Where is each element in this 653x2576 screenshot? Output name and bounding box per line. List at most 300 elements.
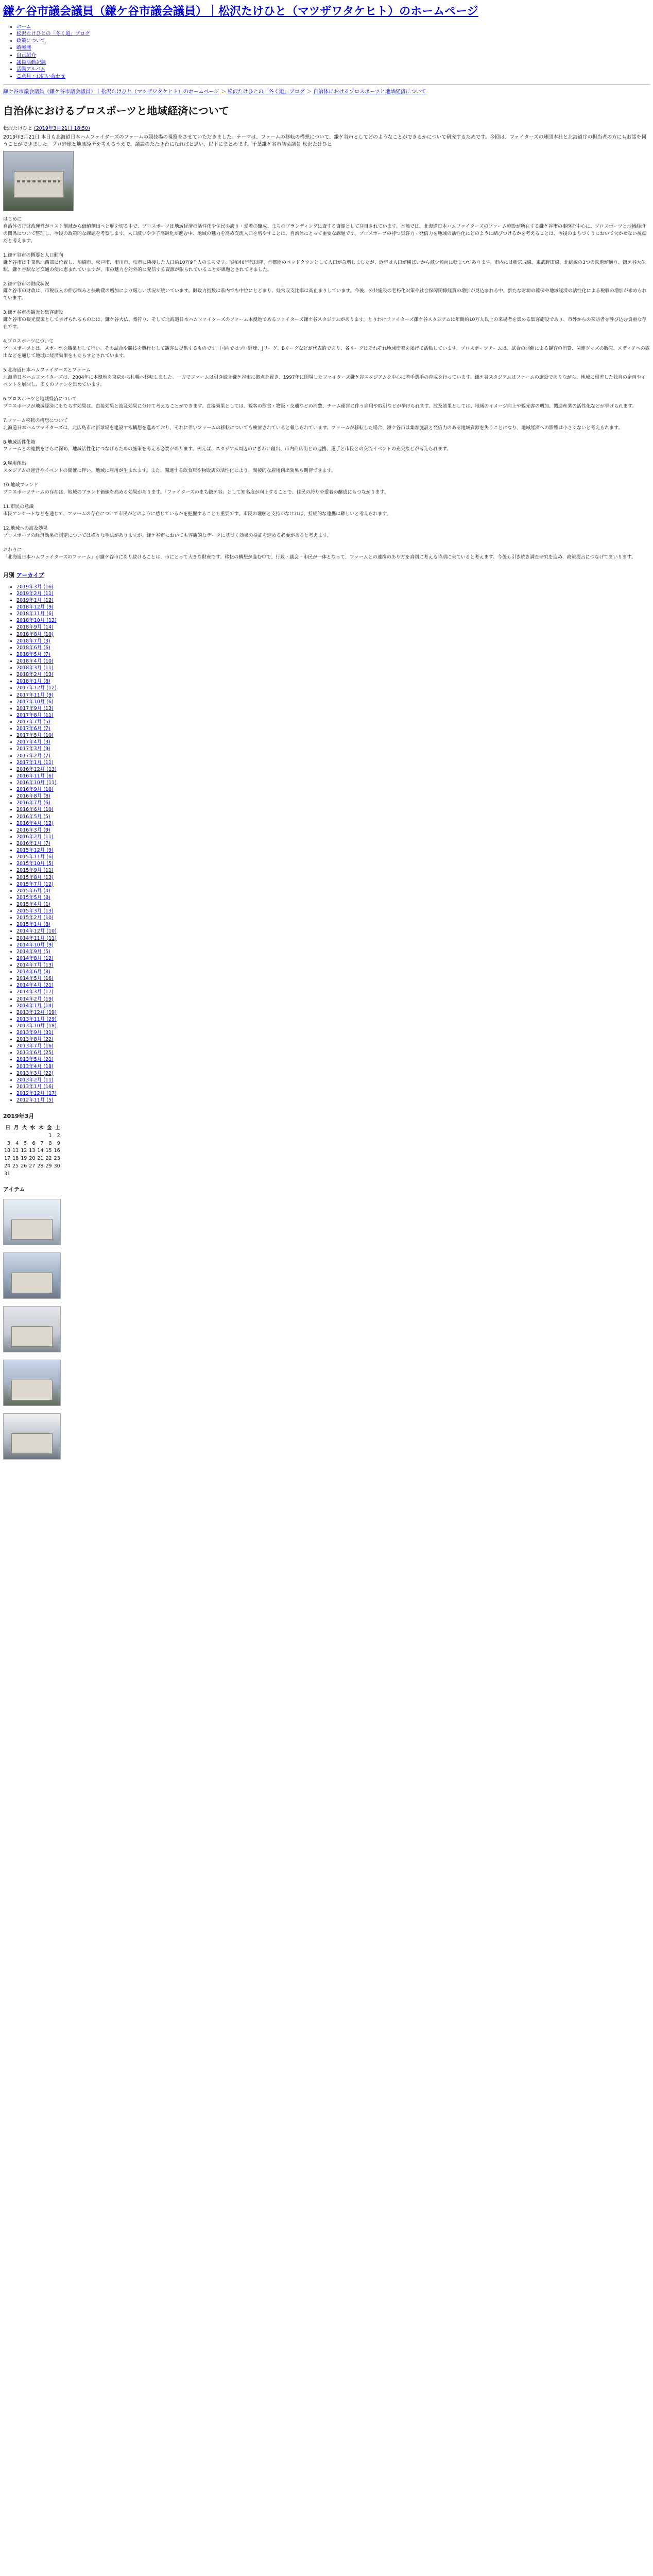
- archive-link[interactable]: 2018年9月 (14): [16, 624, 54, 631]
- nav-link[interactable]: ご意見・お問い合わせ: [16, 74, 66, 80]
- archive-link[interactable]: 2019年3月 (16): [16, 584, 54, 590]
- archive-link[interactable]: 2018年12月 (9): [16, 604, 54, 611]
- archive-link[interactable]: 2013年8月 (22): [16, 1037, 54, 1043]
- archive-item: [16, 1036, 650, 1043]
- archive-item: [16, 1090, 650, 1097]
- section-heading: おわりに: [3, 547, 22, 553]
- archive-item: [16, 793, 650, 800]
- calendar-day: 27: [29, 1163, 36, 1169]
- archive-item: [16, 651, 650, 658]
- calendar-day: 24: [4, 1163, 11, 1169]
- archive-link[interactable]: 2018年11月 (6): [16, 611, 54, 617]
- archive-link[interactable]: 2018年5月 (7): [16, 651, 50, 657]
- archive-item: [16, 1016, 650, 1023]
- breadcrumb-current[interactable]: 自治体におけるプロスポーツと地域経済について: [313, 89, 426, 95]
- calendar-day: [28, 1171, 36, 1178]
- calendar-day: 28: [37, 1163, 44, 1169]
- archive-link[interactable]: 2018年3月 (11): [16, 665, 54, 671]
- archive-link[interactable]: 2019年1月 (12): [16, 598, 54, 604]
- calendar-weekday: 土: [55, 1125, 60, 1131]
- post-section: [3, 252, 650, 274]
- calendar-day: 1: [48, 1133, 52, 1139]
- nav-item: [16, 30, 650, 38]
- breadcrumb-home[interactable]: 鎌ケ谷市議会議員（鎌ケ谷市議会議員）｜松沢たけひと（マツザワタケヒト）のホームページ: [3, 89, 219, 95]
- nav-link[interactable]: ホーム: [16, 24, 31, 30]
- photo-window-shape: [17, 180, 60, 182]
- archive-item: [16, 692, 650, 699]
- archive-item: [16, 678, 650, 685]
- archive-link[interactable]: 2016年12月 (13): [16, 766, 57, 772]
- calendar-day: 29: [45, 1163, 52, 1169]
- breadcrumb: [3, 88, 650, 96]
- post-section: [3, 526, 650, 540]
- archive-link[interactable]: 2012年11月 (5): [16, 1097, 54, 1104]
- post-section: [3, 396, 650, 411]
- archive-item: [16, 814, 650, 820]
- archive-link[interactable]: 2015年7月 (12): [16, 881, 54, 887]
- archive-item: [16, 1097, 650, 1104]
- calendar-day: 7: [40, 1140, 44, 1146]
- archive-link[interactable]: 2014年11月 (11): [16, 935, 57, 941]
- archive-item: [16, 914, 650, 921]
- nav-item: [16, 52, 650, 59]
- calendar-title: 2019年3月: [3, 1113, 35, 1120]
- calendar-day: [53, 1171, 61, 1178]
- calendar-day: [44, 1171, 53, 1178]
- archive-item: [16, 1003, 650, 1009]
- archive-link[interactable]: 2015年4月 (1): [16, 901, 50, 907]
- archive-item: [16, 725, 650, 732]
- section-body: 鎌ケ谷市の財政は、市税収入の伸び悩みと扶助費の増加により厳しい状況が続いています。財政力指数は県内でも中位にとどまり、経常収支比率は高止まりしています。今後、公共施設の老朽化対策や社会保障関係経費の増加が見込まれる中、新たな財源の確保や地域経済の活性化による税収の増加が求められています。: [3, 289, 647, 301]
- section-heading: 4.プロスポーツについて: [3, 339, 54, 345]
- archive-item: [16, 779, 650, 786]
- archive-link[interactable]: 2018年2月 (13): [16, 672, 54, 678]
- archive-item: [16, 989, 650, 995]
- calendar-day: 4: [15, 1140, 19, 1146]
- archive-item: [16, 739, 650, 745]
- archive-link[interactable]: 2018年4月 (10): [16, 658, 54, 665]
- archive-item: [16, 1077, 650, 1083]
- site-title: [3, 4, 650, 20]
- archive-item: [16, 1049, 650, 1056]
- calendar-day: 14: [37, 1148, 44, 1154]
- calendar-day: 18: [12, 1156, 19, 1162]
- calendar-day: 23: [54, 1156, 60, 1162]
- archive-item: [16, 624, 650, 631]
- archive-item: [16, 732, 650, 739]
- archive-item: [16, 982, 650, 989]
- section-body: 市民アンケートなどを通じて、ファームの存在について市民がどのように感じているかを把握することも重要です。市民の理解と支持がなければ、持続的な連携は難しいと考えられます。: [3, 512, 391, 517]
- post-date-link[interactable]: (2019年3月21日 18:50): [34, 125, 90, 131]
- archive-link[interactable]: 2012年12月 (17): [16, 1091, 57, 1097]
- item-thumbnail[interactable]: [3, 1306, 61, 1352]
- archive-link[interactable]: 2013年11月 (29): [16, 1016, 57, 1022]
- archive-link[interactable]: 2016年3月 (9): [16, 827, 50, 833]
- archive-link[interactable]: 2014年2月 (19): [16, 996, 54, 1002]
- calendar-week: [3, 1163, 61, 1171]
- section-body: 鎌ケ谷市の観光資源として挙げられるものには、鎌ケ谷大仏、梨狩り、そして北海道日本ハムファイターズのファーム本拠地であるファイターズ鎌ケ谷スタジアムがあります。とりわけファイターズ鎌ケ谷スタジアムは年間約10万人以上の来場者を集める集客施設であり、市外からの来訪者を呼び込む貴重な存在です。: [3, 317, 647, 330]
- section-body: ファームとの連携をさらに深め、地域活性化につなげるための施策を考える必要があります。例えば、スタジアム周辺のにぎわい創出、市内商店街との連携、選手と市民との交流イベントの充実などが考えられます。: [3, 447, 452, 452]
- calendar-day: [20, 1171, 28, 1178]
- calendar-day: 15: [45, 1148, 52, 1154]
- archive-item: [16, 699, 650, 705]
- archive-link[interactable]: 2017年5月 (10): [16, 733, 54, 739]
- item-thumbnail[interactable]: [3, 1199, 61, 1245]
- calendar-weekday: 日: [5, 1125, 11, 1131]
- archive-item: [16, 1029, 650, 1036]
- calendar-day: 26: [21, 1163, 27, 1169]
- section-body: 「北海道日本ハムファイターズのファーム」が鎌ケ谷市にあり続けることは、市にとって大きな財産です。移転の構想が進む中で、行政・議会・市民が一体となって、ファームとの連携のあり方を真剣に考える時期に来ていると考えます。今後も引き続き調査研究を進め、政策提言につなげてまいります。: [3, 554, 636, 560]
- archive-item: [16, 766, 650, 773]
- post-section: [3, 461, 650, 475]
- archive-item: [16, 854, 650, 860]
- archive-item: [16, 874, 650, 881]
- calendar-day: [3, 1132, 11, 1140]
- archive-item: [16, 948, 650, 955]
- archive-item: [16, 881, 650, 888]
- section-heading: 12.地域への波及効果: [3, 526, 48, 532]
- item-building-shape: [11, 1273, 53, 1293]
- section-body: プロスポーツの経済効果の測定については様々な手法がありますが、鎌ケ谷市においても客観的なデータに基づく効果の検証を進める必要があると考えます。: [3, 533, 332, 538]
- archive-link[interactable]: 2016年7月 (6): [16, 800, 50, 806]
- archive-link[interactable]: 2013年2月 (11): [16, 1077, 54, 1083]
- archive-item: [16, 645, 650, 651]
- nav-link[interactable]: 政策について: [16, 38, 46, 44]
- calendar-day: [36, 1132, 44, 1140]
- archive-link[interactable]: 2015年11月 (6): [16, 854, 54, 860]
- archive-link[interactable]: 2017年2月 (7): [16, 753, 50, 759]
- archive-item: [16, 604, 650, 611]
- nav-link[interactable]: 松沢たけひとの「冬く道」ブログ: [16, 31, 90, 37]
- archive-link[interactable]: 2013年3月 (22): [16, 1070, 54, 1076]
- site-title-link[interactable]: 鎌ケ谷市議会議員（鎌ケ谷市議会議員）｜松沢たけひと（マツザワタケヒト）のホームページ: [3, 5, 478, 18]
- calendar-day: [36, 1171, 44, 1178]
- archive-item: [16, 786, 650, 793]
- archive-link[interactable]: 2018年10月 (12): [16, 618, 57, 624]
- archive-heading: [3, 571, 650, 580]
- items-heading: アイテム: [3, 1186, 25, 1193]
- calendar-day: 8: [48, 1140, 52, 1146]
- archive-item: [16, 719, 650, 725]
- archive-item: [16, 860, 650, 867]
- calendar-day: [20, 1132, 28, 1140]
- section-heading: 9.雇用創出: [3, 461, 26, 467]
- post-section: [3, 504, 650, 518]
- calendar-week: [3, 1155, 61, 1163]
- section-heading: 7.ファーム移転の構想について: [3, 418, 68, 423]
- archive-item: [16, 1043, 650, 1049]
- archive-item: [16, 847, 650, 854]
- calendar-day: 17: [4, 1156, 11, 1162]
- post-section: [3, 281, 650, 303]
- post-section: [3, 338, 650, 360]
- archive-item: [16, 658, 650, 665]
- archive-item: [16, 996, 650, 1003]
- archive-item: [16, 671, 650, 678]
- calendar-day: 11: [12, 1148, 19, 1154]
- nav-link[interactable]: 活動アルバム: [16, 66, 45, 73]
- breadcrumb-separator: ＞: [306, 89, 312, 95]
- section-body: 北海道日本ハムファイターズは、北広島市に新球場を建設する構想を進めており、それに伴いファームの移転についても検討されていると報じられています。ファームが移転した場合、鎌ケ谷市は集客施設と発信力のある地域資源を失うことになり、地域経済への影響は小さくないと考えられます。: [3, 425, 623, 431]
- calendar-day: 5: [24, 1140, 27, 1146]
- calendar-weekday: 月: [13, 1125, 19, 1131]
- nav-link[interactable]: 自己紹介: [16, 52, 37, 58]
- archive-item: [16, 685, 650, 691]
- main-nav: [16, 24, 650, 80]
- archive-item: [16, 611, 650, 617]
- archive-link[interactable]: 2014年7月 (13): [16, 962, 54, 968]
- archive-link[interactable]: 2013年5月 (21): [16, 1057, 54, 1063]
- archive-link[interactable]: 2015年9月 (11): [16, 868, 54, 874]
- item-thumbnail[interactable]: [3, 1413, 61, 1460]
- archive-item: [16, 759, 650, 766]
- archive-link[interactable]: 2018年8月 (10): [16, 631, 54, 637]
- calendar-header-row: [3, 1125, 61, 1132]
- calendar-day: 3: [7, 1140, 11, 1146]
- post-section: [3, 310, 650, 331]
- archive-link[interactable]: 2015年8月 (13): [16, 874, 54, 880]
- archive-link[interactable]: 2017年3月 (9): [16, 746, 50, 752]
- archive-item: [16, 969, 650, 975]
- archive-item: [16, 1070, 650, 1077]
- archive-item: [16, 617, 650, 624]
- archive-link[interactable]: 2013年10月 (18): [16, 1023, 57, 1029]
- archive-link[interactable]: 2013年6月 (25): [16, 1050, 54, 1056]
- archive-link[interactable]: 2017年6月 (7): [16, 726, 50, 732]
- archive-link[interactable]: 2016年6月 (10): [16, 807, 54, 813]
- post-photo: [3, 151, 74, 211]
- archive-link[interactable]: 2015年2月 (10): [16, 915, 54, 921]
- archive-link[interactable]: 2016年2月 (11): [16, 834, 54, 840]
- archive-item: [16, 1063, 650, 1070]
- post-title: 自治体におけるプロスポーツと地域経済について: [3, 104, 229, 117]
- section-body: プロスポーツチームの存在は、地域のブランド価値を高める効果があります。「ファイターズのまち鎌ケ谷」として知名度が向上することで、住民の誇りや愛着の醸成にもつながります。: [3, 490, 389, 496]
- nav-item: [16, 66, 650, 73]
- section-heading: 8.地域活性化策: [3, 439, 36, 445]
- section-heading: 6.プロスポーツと地域経済について: [3, 396, 77, 402]
- section-body: 鎌ケ谷市は千葉県北西部に位置し、船橋市、松戸市、市川市、柏市に隣接した人口約10万9千人のまちです。昭和40年代以降、首都圏のベッドタウンとして人口が急増しましたが、近年は人口が横ばいから減少傾向に転じつつあります。市内には新京成線、東武野田線、北総線の3つの鉄道が通り、鎌ケ谷大仏駅、鎌ケ谷駅など交通の便に恵まれていますが、市の魅力を対外的に発信する資源が限られていることが課題とされてきました。: [3, 260, 646, 273]
- calendar-day: 2: [57, 1133, 60, 1139]
- archive-item: [16, 705, 650, 712]
- archive-link[interactable]: 2016年5月 (5): [16, 814, 50, 820]
- archive-link[interactable]: 2013年7月 (16): [16, 1043, 54, 1049]
- item-building-shape: [11, 1433, 53, 1454]
- archive-item: [16, 955, 650, 962]
- archive-item: [16, 773, 650, 779]
- archive-link[interactable]: 2015年5月 (8): [16, 894, 50, 901]
- archive-link[interactable]: 2017年11月 (9): [16, 692, 54, 698]
- post-section: [3, 547, 650, 562]
- calendar-weekday: 木: [38, 1125, 44, 1131]
- archive-link[interactable]: 2014年6月 (8): [16, 969, 50, 975]
- archive-link[interactable]: 2017年7月 (5): [16, 719, 50, 725]
- archive-link[interactable]: 2016年9月 (10): [16, 787, 54, 793]
- calendar-day: 10: [4, 1148, 11, 1154]
- calendar-day: 16: [54, 1148, 60, 1154]
- archive-link[interactable]: 2018年1月 (8): [16, 679, 50, 685]
- calendar-week: [3, 1140, 61, 1148]
- calendar-day: 9: [57, 1140, 60, 1146]
- calendar-day: 19: [21, 1156, 27, 1162]
- archive-link[interactable]: 2018年6月 (6): [16, 645, 50, 651]
- archive-link[interactable]: 2014年1月 (14): [16, 1003, 54, 1009]
- archive-link[interactable]: 2013年1月 (16): [16, 1083, 54, 1090]
- nav-item: [16, 45, 650, 52]
- archive-item: [16, 820, 650, 827]
- archive-link[interactable]: 2013年4月 (18): [16, 1063, 54, 1070]
- section-heading: 5.北海道日本ハムファイターズとファーム: [3, 367, 91, 373]
- archive-heading-link[interactable]: アーカイブ: [16, 571, 44, 579]
- archive-link[interactable]: 2017年10月 (6): [16, 699, 54, 705]
- calendar-day: 21: [37, 1156, 44, 1162]
- archive-link[interactable]: 2014年8月 (12): [16, 955, 54, 961]
- section-body: プロスポーツとは、スポーツを職業として行い、その試合や競技を興行として観客に提供するものです。国内ではプロ野球、Jリーグ、Bリーグなどが代表的であり、各リーグはそれぞれ地域密着を掲げて活動しています。プロスポーツチームは、試合の開催による観客の消費、関連グッズの販売、メディアへの露出などを通じて地域に経済効果をもたらすとされています。: [3, 346, 650, 359]
- item-building-shape: [11, 1219, 53, 1240]
- archive-link[interactable]: 2014年9月 (5): [16, 948, 50, 955]
- calendar-day: [28, 1132, 36, 1140]
- archive-item: [16, 1056, 650, 1063]
- nav-link[interactable]: 議員活動記録: [16, 59, 46, 65]
- archive-link[interactable]: 2014年10月 (9): [16, 942, 54, 948]
- post-section: [3, 418, 650, 432]
- nav-item: [16, 24, 650, 31]
- calendar-week: [3, 1132, 61, 1140]
- archive-link[interactable]: 2015年1月 (8): [16, 922, 50, 928]
- calendar-day: 22: [45, 1156, 52, 1162]
- archive-link[interactable]: 2016年1月 (7): [16, 840, 50, 846]
- archive-link[interactable]: 2014年12月 (10): [16, 928, 57, 935]
- archive-item: [16, 1083, 650, 1090]
- item-building-shape: [11, 1326, 53, 1347]
- divider: [3, 84, 650, 85]
- post-section: [3, 367, 650, 389]
- archive-item: [16, 800, 650, 806]
- nav-item: [16, 38, 650, 45]
- section-heading: 3.鎌ケ谷市の観光と集客施設: [3, 310, 63, 316]
- archive-link[interactable]: 2016年4月 (12): [16, 820, 54, 826]
- calendar: [3, 1125, 61, 1178]
- archive-link[interactable]: 2017年8月 (11): [16, 712, 54, 718]
- archive-item: [16, 908, 650, 914]
- calendar-day: [11, 1171, 20, 1178]
- archive-item: [16, 584, 650, 590]
- archive-link[interactable]: 2015年12月 (9): [16, 848, 54, 854]
- section-heading: 2.鎌ケ谷市の財政状況: [3, 281, 49, 287]
- archive-link[interactable]: 2018年7月 (3): [16, 638, 50, 644]
- calendar-day: 30: [54, 1163, 60, 1169]
- archive-item: [16, 935, 650, 942]
- archive-link[interactable]: 2017年1月 (11): [16, 759, 54, 766]
- item-thumbnail[interactable]: [3, 1252, 61, 1299]
- section-heading: 10.地域ブランド: [3, 483, 39, 488]
- archive-item: [16, 867, 650, 874]
- archive-item: [16, 712, 650, 719]
- section-heading: はじめに: [3, 216, 22, 222]
- calendar-weekday: 水: [30, 1125, 36, 1131]
- archive-link[interactable]: 2016年8月 (8): [16, 793, 50, 800]
- archive-link[interactable]: 2017年9月 (13): [16, 705, 54, 711]
- archive-item: [16, 921, 650, 928]
- section-body: 北海道日本ハムファイターズは、2004年に本拠地を東京から札幌へ移転しました。一方でファームは引き続き鎌ケ谷市に拠点を置き、1997年に開場したファイターズ鎌ケ谷スタジアムを中心に若手選手の育成を行っています。鎌ケ谷スタジアムはファームの施設でありながら、地域に根差した独自の企画やイベントを展開し、多くのファンを集めています。: [3, 375, 646, 387]
- archive-item: [16, 590, 650, 597]
- archive-link[interactable]: 2016年11月 (6): [16, 773, 54, 779]
- post-section: [3, 216, 650, 245]
- archive-link[interactable]: 2015年6月 (4): [16, 888, 50, 894]
- archive-heading-prefix: 月別: [3, 571, 16, 579]
- archive-list: [16, 584, 650, 1104]
- archive-link[interactable]: 2014年5月 (16): [16, 976, 54, 982]
- archive-item: [16, 840, 650, 847]
- archive-item: [16, 901, 650, 908]
- archive-link[interactable]: 2013年12月 (19): [16, 1009, 57, 1015]
- calendar-day: 25: [12, 1163, 19, 1169]
- archive-item: [16, 806, 650, 813]
- breadcrumb-separator: ＞: [220, 89, 226, 95]
- nav-link[interactable]: 略歴歴: [16, 45, 31, 51]
- archive-item: [16, 753, 650, 759]
- archive-item: [16, 638, 650, 645]
- archive-item: [16, 827, 650, 834]
- calendar-week: [3, 1147, 61, 1155]
- post-section: [3, 482, 650, 497]
- calendar-day: 12: [21, 1148, 27, 1154]
- photo-building-shape: [14, 171, 64, 198]
- items-list: [3, 1199, 650, 1460]
- archive-link[interactable]: 2013年9月 (31): [16, 1030, 54, 1036]
- calendar-day: 31: [4, 1171, 11, 1177]
- archive-item: [16, 888, 650, 894]
- nav-item: [16, 59, 650, 66]
- archive-item: [16, 975, 650, 982]
- breadcrumb-blog[interactable]: 松沢たけひとの「冬く道」ブログ: [227, 89, 305, 95]
- post-section: [3, 439, 650, 454]
- archive-item: [16, 1023, 650, 1029]
- item-thumbnail[interactable]: [3, 1360, 61, 1406]
- post-author: 松沢たけひと: [3, 125, 33, 131]
- section-body: プロスポーツが地域経済にもたらす効果は、直接効果と波及効果に分けて考えることができます。直接効果としては、観客の飲食・物販・交通などの消費、チーム運営に伴う雇用や取引などが挙げられます。波及効果としては、地域のイメージ向上や観光客の増加、関連産業の活性化などが挙げられます。: [3, 403, 637, 409]
- calendar-week: [3, 1171, 61, 1178]
- calendar-day: 13: [29, 1148, 36, 1154]
- archive-item: [16, 665, 650, 671]
- archive-item: [16, 834, 650, 840]
- calendar-weekday: 火: [22, 1125, 27, 1131]
- archive-link[interactable]: 2019年2月 (11): [16, 590, 54, 597]
- archive-link[interactable]: 2014年4月 (21): [16, 982, 54, 989]
- archive-item: [16, 962, 650, 969]
- archive-item: [16, 928, 650, 935]
- archive-link[interactable]: 2017年12月 (12): [16, 685, 57, 691]
- section-heading: 1.鎌ケ谷市の概要と人口動向: [3, 252, 63, 258]
- archive-link[interactable]: 2015年3月 (13): [16, 908, 54, 914]
- archive-link[interactable]: 2015年10月 (5): [16, 861, 54, 867]
- calendar-day: [11, 1132, 20, 1140]
- archive-link[interactable]: 2017年4月 (3): [16, 739, 50, 745]
- archive-item: [16, 1009, 650, 1016]
- calendar-weekday: 金: [47, 1125, 52, 1131]
- calendar-day: 6: [32, 1140, 36, 1146]
- post-meta: [3, 125, 650, 133]
- post-body: [3, 216, 650, 562]
- calendar-day: 20: [29, 1156, 36, 1162]
- archive-item: [16, 894, 650, 901]
- post-intro: 2019年3月21日 本日も北海道日本ハムファイターズのファームの競技場の視察をさせていただきました。テーマは、ファームの移転の構想について、鎌ケ谷市としてどのようなことができるかについて研究するためです。今回は、ファイターズの球団本社と北海道庁の担当者の方にもお話を伺うことができました。プロ野球と地域経済を考えるうえで、議論のたたき台になればと思い、以下にまとめます。千葉鎌ケ谷市議会議員 松沢たけひと: [3, 134, 646, 148]
- archive-link[interactable]: 2016年10月 (11): [16, 780, 57, 786]
- section-heading: 11.市民の意識: [3, 504, 34, 510]
- archive-link[interactable]: 2014年3月 (17): [16, 989, 54, 995]
- section-body: スタジアムの運営やイベントの開催に伴い、地域に雇用が生まれます。また、関連する飲食店や物販店の活性化により、間接的な雇用創出効果も期待できます。: [3, 468, 336, 474]
- nav-item: [16, 73, 650, 80]
- archive-item: [16, 942, 650, 948]
